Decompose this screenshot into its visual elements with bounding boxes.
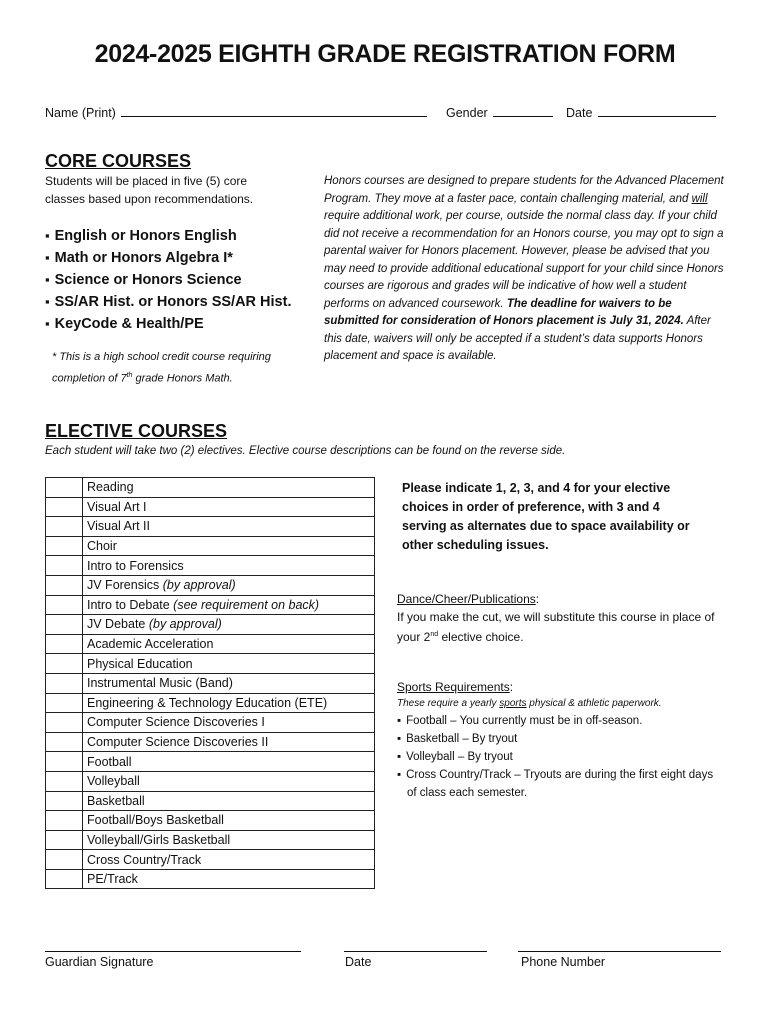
date-field[interactable] (566, 102, 716, 120)
honors-text: Honors courses are designed to prepare students for the Advanced Placement Program. They move at a faster pace, contain challenging material, and (324, 175, 724, 205)
elective-rank-box[interactable] (46, 752, 83, 772)
name-input-line[interactable] (121, 102, 427, 117)
sports-heading: Sports Requirements (397, 680, 510, 694)
elective-course-name (83, 869, 375, 889)
elective-rank-box[interactable] (46, 869, 83, 889)
elective-row (46, 497, 375, 517)
elective-course-name (83, 830, 375, 850)
date-label: Date (566, 106, 593, 120)
elective-course-label: Visual Art I (87, 499, 147, 514)
elective-rank-box[interactable] (46, 556, 83, 576)
elective-course-note: (by approval) (162, 578, 236, 593)
elective-course-name (83, 654, 375, 674)
elective-rank-box[interactable] (46, 693, 83, 713)
elective-course-label: Reading (87, 480, 134, 495)
elective-row (46, 869, 375, 889)
elective-row (46, 536, 375, 556)
dance-text-main: If you make the cut, we will substitute this course in place of your 2 (397, 610, 715, 644)
honors-text-3: After this date, waivers will only be accepted if a student’s data supports Honors placement and space is available. (324, 315, 711, 362)
elective-rank-box[interactable] (46, 771, 83, 791)
footnote-sup: th (126, 371, 133, 379)
elective-course-label: Football (87, 754, 132, 769)
elective-rank-box[interactable] (46, 713, 83, 733)
elective-course-name (83, 850, 375, 870)
elective-course-name (83, 615, 375, 635)
elective-rank-box[interactable] (46, 654, 83, 674)
elective-course-label: Intro to Debate (87, 597, 174, 612)
elective-row (46, 791, 375, 811)
elective-row (46, 556, 375, 576)
elective-rank-box[interactable] (46, 517, 83, 537)
elective-course-name (83, 556, 375, 576)
elective-course-name (83, 752, 375, 772)
elective-rank-box[interactable] (46, 732, 83, 752)
elective-row (46, 517, 375, 537)
signature-date-line[interactable] (344, 951, 487, 952)
sports-item: ▪ Football – You currently must be in off-season. (397, 712, 717, 730)
sports-item: ▪ Volleyball – By tryout (397, 748, 717, 766)
elective-rank-box[interactable] (46, 830, 83, 850)
elective-course-label: Academic Acceleration (87, 637, 214, 652)
elective-rank-box[interactable] (46, 575, 83, 595)
elective-course-note: (see requirement on back) (173, 597, 320, 612)
core-courses-heading: CORE COURSES (45, 151, 192, 171)
core-footnote (52, 349, 302, 388)
elective-course-label: Instrumental Music (Band) (87, 676, 233, 691)
elective-course-name (83, 536, 375, 556)
elective-row (46, 850, 375, 870)
elective-row (46, 654, 375, 674)
page-title: 2024-2025 EIGHTH GRADE REGISTRATION FORM (94, 40, 676, 68)
elective-rank-box[interactable] (46, 811, 83, 831)
core-course-item: ▪ Science or Honors Science (45, 269, 315, 291)
elective-course-name (83, 693, 375, 713)
elective-rank-box[interactable] (46, 536, 83, 556)
elective-course-name (83, 811, 375, 831)
gender-label: Gender (446, 106, 488, 120)
elective-course-name (83, 791, 375, 811)
elective-course-note: (by approval) (148, 617, 222, 632)
honors-will: will (691, 192, 708, 205)
elective-course-label: Visual Art II (87, 519, 150, 534)
elective-course-label: Volleyball (87, 774, 140, 789)
elective-courses-heading: ELECTIVE COURSES (45, 421, 228, 441)
sports-note-text: These require a yearly (397, 698, 500, 709)
sports-list (397, 712, 717, 802)
core-course-item: ▪ KeyCode & Health/PE (45, 313, 315, 335)
dance-sup: nd (430, 631, 439, 638)
elective-rank-box[interactable] (46, 673, 83, 693)
elective-course-name (83, 713, 375, 733)
footnote-text: * This is a high school credit course requiring completion of 7 (52, 351, 271, 385)
elective-course-name (83, 732, 375, 752)
footnote-text-end: grade Honors Math. (132, 372, 233, 385)
elective-rank-box[interactable] (46, 497, 83, 517)
sports-note (397, 696, 717, 712)
dance-text-end: elective choice. (438, 630, 524, 644)
elective-course-label: Computer Science Discoveries I (87, 715, 265, 730)
elective-row (46, 634, 375, 654)
elective-course-label: Basketball (87, 793, 145, 808)
dance-section: Dance/Cheer/Publications: If you make the cut, we will substitute this course in place of your 2nd elective choice. (397, 590, 717, 646)
name-label: Name (Print) (45, 106, 116, 120)
date-input-line[interactable] (598, 102, 716, 117)
elective-course-name (83, 673, 375, 693)
elective-course-label: Choir (87, 539, 117, 554)
core-course-list (45, 225, 315, 335)
elective-course-name (83, 517, 375, 537)
elective-course-name (83, 634, 375, 654)
elective-rank-box[interactable] (46, 478, 83, 498)
gender-input-line[interactable] (493, 102, 553, 117)
elective-row (46, 615, 375, 635)
elective-course-label: Physical Education (87, 656, 193, 671)
elective-intro: Each student will take two (2) electives. Elective course descriptions can be found on the reverse side. (45, 445, 566, 457)
elective-instructions: Please indicate 1, 2, 3, and 4 for your elective choices in order of preference, with 3 and 4 serving as alternates due to space availability or other scheduling issues. (402, 481, 690, 552)
honors-description (324, 173, 724, 366)
elective-row (46, 771, 375, 791)
sports-note-end: physical & athletic paperwork. (526, 698, 662, 709)
elective-row (46, 478, 375, 498)
elective-row (46, 811, 375, 831)
elective-course-name (83, 497, 375, 517)
elective-course-label: Football/Boys Basketball (87, 813, 224, 828)
elective-course-label: PE/Track (87, 872, 138, 887)
signature-date-label: Date (345, 955, 372, 969)
elective-course-label: Computer Science Discoveries II (87, 735, 269, 750)
elective-row (46, 693, 375, 713)
elective-row (46, 595, 375, 615)
guardian-signature-line[interactable] (45, 951, 301, 952)
elective-course-label: JV Forensics (87, 578, 163, 593)
elective-course-name (83, 595, 375, 615)
elective-rank-box[interactable] (46, 634, 83, 654)
elective-row (46, 713, 375, 733)
elective-course-name (83, 478, 375, 498)
elective-course-label: Engineering & Technology Education (ETE) (87, 695, 328, 710)
core-course-item: ▪ Math or Honors Algebra I* (45, 247, 315, 269)
phone-number-label: Phone Number (521, 955, 606, 969)
elective-rank-box[interactable] (46, 615, 83, 635)
elective-row (46, 830, 375, 850)
name-field[interactable] (45, 102, 427, 120)
elective-course-label: Cross Country/Track (87, 852, 202, 867)
elective-course-label: JV Debate (87, 617, 149, 632)
sports-item: ▪ Basketball – By tryout (397, 730, 717, 748)
elective-row (46, 752, 375, 772)
elective-row (46, 732, 375, 752)
core-intro: Students will be placed in five (5) core classes based upon recommendations. (45, 174, 254, 206)
elective-course-label: Volleyball/Girls Basketball (87, 832, 231, 847)
elective-rank-box[interactable] (46, 595, 83, 615)
honors-deadline: The deadline for waivers to be submitted for consideration of Honors placement is July 31, 2024. (324, 297, 684, 327)
sports-item: ▪ Cross Country/Track – Tryouts are during the first eight days of class each semester. (397, 766, 717, 802)
dance-text (397, 608, 717, 646)
elective-table (45, 477, 375, 889)
core-course-item: ▪ SS/AR Hist. or Honors SS/AR Hist. (45, 291, 315, 313)
gender-field[interactable] (446, 102, 553, 120)
elective-course-name (83, 575, 375, 595)
elective-row (46, 575, 375, 595)
elective-rank-box[interactable] (46, 850, 83, 870)
elective-course-label: Intro to Forensics (87, 558, 184, 573)
guardian-signature-label: Guardian Signature (45, 955, 154, 969)
dance-heading: Dance/Cheer/Publications (397, 592, 536, 606)
elective-rank-box[interactable] (46, 791, 83, 811)
elective-row (46, 673, 375, 693)
core-course-item: ▪ English or Honors English (45, 225, 315, 247)
elective-course-name (83, 771, 375, 791)
sports-note-underlined: sports (499, 698, 527, 709)
honors-text-2: require additional work, per course, outside the normal class day. If your child did not receive a recommendation for an Honors course, you may opt to sign a parental waiver for Honors placement. However, please be advised that you may need to provide additional educational support for your child since Honors courses are rigorous and grades will be indicative of how well a student performs on advanced coursework. (324, 210, 724, 310)
phone-number-line[interactable] (518, 951, 721, 952)
sports-section: Sports Requirements: These require a yearly sports physical & athletic paperwork. ▪ Football – You currently must be in off-season. ▪ Basketball – By tryout ▪ Volleyball – By tryout ▪ Cross Country/Track – Tryouts are during the first eight days of class each semester. (397, 678, 717, 802)
